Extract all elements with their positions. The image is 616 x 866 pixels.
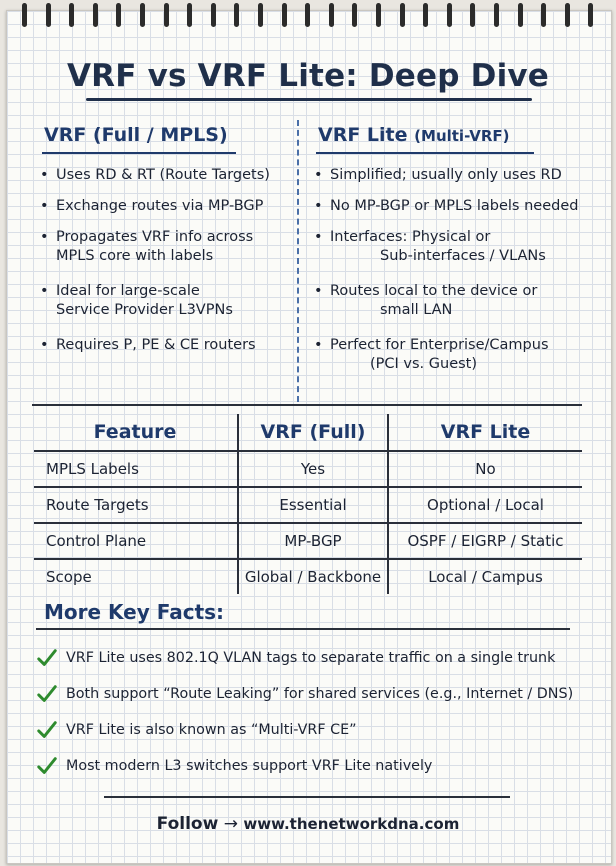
spiral-ring-icon xyxy=(211,3,216,27)
spiral-ring-icon xyxy=(541,3,546,27)
spiral-ring-icon xyxy=(518,3,523,27)
spiral-ring-icon xyxy=(187,3,192,27)
more-facts-underline xyxy=(36,628,570,630)
bullet-text-line2: MPLS core with labels xyxy=(56,248,214,264)
section-divider xyxy=(32,404,582,406)
page-title: VRF vs VRF Lite: Deep Dive xyxy=(66,58,550,94)
bullet-text: Requires P, PE & CE routers xyxy=(56,337,256,353)
spiral-ring-icon xyxy=(164,3,169,27)
vrf-bullet-list xyxy=(40,166,296,355)
list-item xyxy=(36,748,573,784)
bullet-text: Exchange routes via MP-BGP xyxy=(56,198,264,214)
spiral-ring-icon xyxy=(140,3,145,27)
spiral-ring-icon xyxy=(494,3,499,27)
column-divider xyxy=(297,120,299,402)
arrow-right-icon: → xyxy=(223,814,238,834)
vrf-heading: VRF (Full / MPLS) xyxy=(44,124,228,146)
spiral-ring-icon xyxy=(116,3,121,27)
vrf-lite-bullet-list xyxy=(314,166,596,374)
table-cell: Route Targets xyxy=(34,487,238,523)
list-item xyxy=(40,166,296,185)
fact-text: VRF Lite uses 802.1Q VLAN tags to separate traffic on a single trunk xyxy=(66,650,556,666)
table-cell: MPLS Labels xyxy=(34,451,238,487)
check-icon xyxy=(36,755,58,777)
check-icon xyxy=(36,719,58,741)
list-item xyxy=(314,228,596,266)
column-header-feature: Feature xyxy=(34,414,238,451)
spiral-ring-icon xyxy=(588,3,593,27)
spiral-ring-icon xyxy=(46,3,51,27)
table-cell: OSPF / EIGRP / Static xyxy=(388,523,582,559)
table-cell: Essential xyxy=(238,487,388,523)
bullet-text: Ideal for large-scale xyxy=(56,283,200,299)
table-cell: MP-BGP xyxy=(238,523,388,559)
vrf-heading-underline xyxy=(42,152,236,154)
vrf-lite-heading-sub: (Multi-VRF) xyxy=(414,127,510,145)
spiral-ring-icon xyxy=(305,3,310,27)
spiral-ring-icon xyxy=(376,3,381,27)
table-header-row xyxy=(34,414,582,451)
spiral-ring-icon xyxy=(447,3,452,27)
bullet-text: Uses RD & RT (Route Targets) xyxy=(56,167,270,183)
list-item xyxy=(36,640,573,676)
spiral-ring-icon xyxy=(258,3,263,27)
table-cell: Yes xyxy=(238,451,388,487)
fact-text: VRF Lite is also known as “Multi-VRF CE” xyxy=(66,722,357,738)
spiral-ring-icon xyxy=(22,3,27,27)
table-row xyxy=(34,487,582,523)
table-row xyxy=(34,451,582,487)
spiral-ring-icon xyxy=(282,3,287,27)
check-icon xyxy=(36,647,58,669)
bullet-text-line2: Service Provider L3VPNs xyxy=(56,302,233,318)
spiral-ring-icon xyxy=(93,3,98,27)
bullet-text: Propagates VRF info across xyxy=(56,229,254,245)
fact-text: Most modern L3 switches support VRF Lite natively xyxy=(66,758,433,774)
spiral-ring-icon xyxy=(329,3,334,27)
list-item xyxy=(314,336,596,374)
list-item xyxy=(40,336,296,355)
bullet-text-line2: small LAN xyxy=(380,302,453,318)
bullet-text: No MP-BGP or MPLS labels needed xyxy=(330,198,579,214)
list-item xyxy=(36,712,573,748)
spiral-ring-icon xyxy=(470,3,475,27)
bullet-text: Simplified; usually only uses RD xyxy=(330,167,562,183)
comparison-table xyxy=(34,414,582,594)
fact-text: Both support “Route Leaking” for shared services (e.g., Internet / DNS) xyxy=(66,686,574,702)
footer-divider xyxy=(104,796,510,798)
spiral-ring-icon xyxy=(565,3,570,27)
more-facts-heading: More Key Facts: xyxy=(44,600,225,624)
list-item xyxy=(40,282,296,320)
list-item xyxy=(314,282,596,320)
bullet-text: Perfect for Enterprise/Campus xyxy=(330,337,549,353)
table-cell: No xyxy=(388,451,582,487)
vrf-lite-heading-main: VRF Lite xyxy=(318,124,408,146)
title-underline xyxy=(86,98,532,101)
table-cell: Global / Backbone xyxy=(238,559,388,594)
table-cell: Scope xyxy=(46,568,92,586)
spiral-binding xyxy=(0,0,616,36)
key-facts-list xyxy=(36,640,573,784)
bullet-text-line2: Sub-interfaces / VLANs xyxy=(380,248,546,264)
website-link[interactable]: www.thenetworkdna.com xyxy=(243,815,460,833)
table-cell: Local / Campus xyxy=(428,568,543,586)
spiral-ring-icon xyxy=(352,3,357,27)
column-header-vrf-full: VRF (Full) xyxy=(238,414,388,451)
vrf-lite-heading xyxy=(318,124,509,146)
table-cell: Optional / Local xyxy=(388,487,582,523)
bullet-text: Interfaces: Physical or xyxy=(330,229,491,245)
list-item xyxy=(40,228,296,266)
list-item xyxy=(40,197,296,216)
spiral-ring-icon xyxy=(423,3,428,27)
list-item xyxy=(314,166,596,185)
check-icon xyxy=(36,683,58,705)
column-header-vrf-lite: VRF Lite xyxy=(388,414,582,451)
vrf-lite-heading-underline xyxy=(316,152,534,154)
bullet-text-line2: (PCI vs. Guest) xyxy=(370,356,478,372)
table-row xyxy=(34,523,582,559)
bullet-text: Routes local to the device or xyxy=(330,283,538,299)
spiral-ring-icon xyxy=(69,3,74,27)
list-item xyxy=(314,197,596,216)
follow-line xyxy=(0,814,616,834)
list-item xyxy=(36,676,573,712)
spiral-ring-icon xyxy=(234,3,239,27)
follow-label: Follow xyxy=(156,814,219,834)
table-row xyxy=(34,559,582,594)
spiral-ring-icon xyxy=(400,3,405,27)
table-cell: Control Plane xyxy=(34,523,238,559)
